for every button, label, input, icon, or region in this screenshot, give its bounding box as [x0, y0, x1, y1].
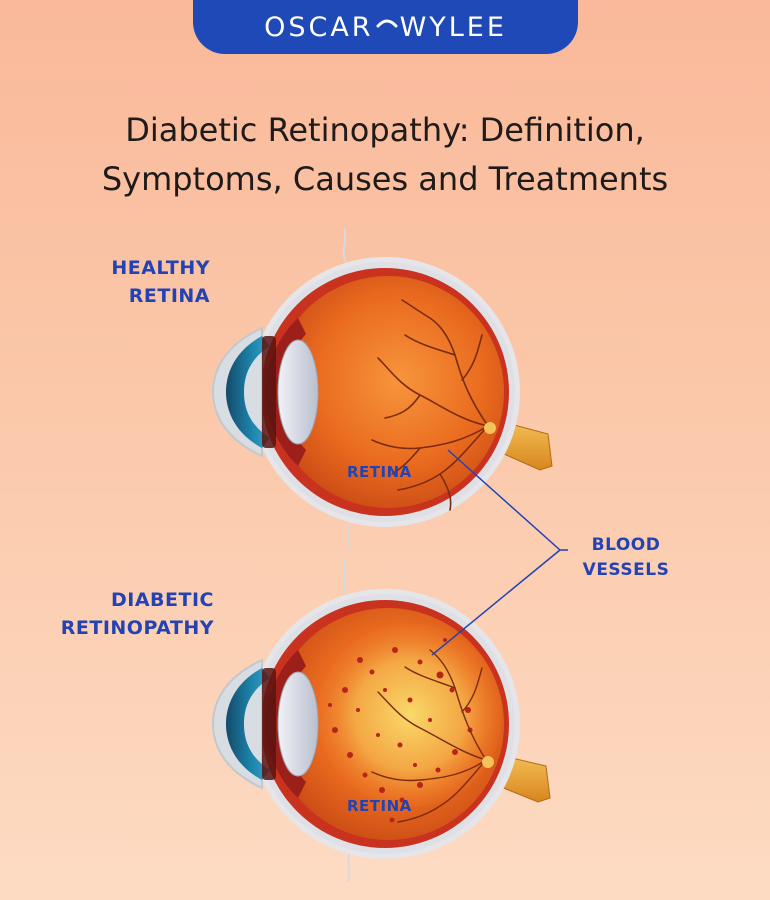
- diabetic-eye: [213, 560, 550, 882]
- retina-label-healthy: RETINA: [347, 463, 412, 481]
- blood-vessels-label: [576, 533, 676, 583]
- pointer-line-diabetic: [432, 550, 560, 655]
- healthy-eye: [213, 228, 552, 550]
- healthy-eye-bottom-strand: [348, 520, 350, 550]
- page-title-line-2: Symptoms, Causes and Treatments: [101, 160, 669, 198]
- diabetic-label-line-2: RETINOPATHY: [60, 617, 214, 639]
- blood-vessels-label-line-1: BLOOD: [591, 535, 661, 555]
- diabetic-iris-band: [262, 668, 276, 780]
- diabetic-optic-disc: [482, 756, 494, 768]
- healthy-label-line-1: HEALTHY: [111, 257, 210, 279]
- page-title-line-1: Diabetic Retinopathy: Definition,: [125, 111, 645, 149]
- diabetic-exudate-glow: [318, 623, 502, 807]
- healthy-iris-band: [262, 336, 276, 448]
- brand-right-word: WYLEE: [399, 11, 507, 43]
- diabetic-label-line-1: DIABETIC: [111, 589, 214, 611]
- diabetic-retinopathy-label: [20, 586, 214, 642]
- blood-vessels-label-line-2: VESSELS: [582, 560, 670, 580]
- healthy-optic-disc: [484, 422, 496, 434]
- diabetic-lens: [278, 672, 318, 776]
- healthy-lens: [278, 340, 318, 444]
- diabetic-eye-top-strand: [344, 560, 346, 594]
- healthy-eye-top-strand: [344, 228, 346, 262]
- retina-label-diabetic: RETINA: [347, 797, 412, 815]
- healthy-label-line-2: RETINA: [128, 285, 210, 307]
- healthy-retina-label: [30, 254, 210, 310]
- brand-left-word: OSCAR: [264, 11, 374, 43]
- diabetic-eye-bottom-strand: [348, 852, 350, 882]
